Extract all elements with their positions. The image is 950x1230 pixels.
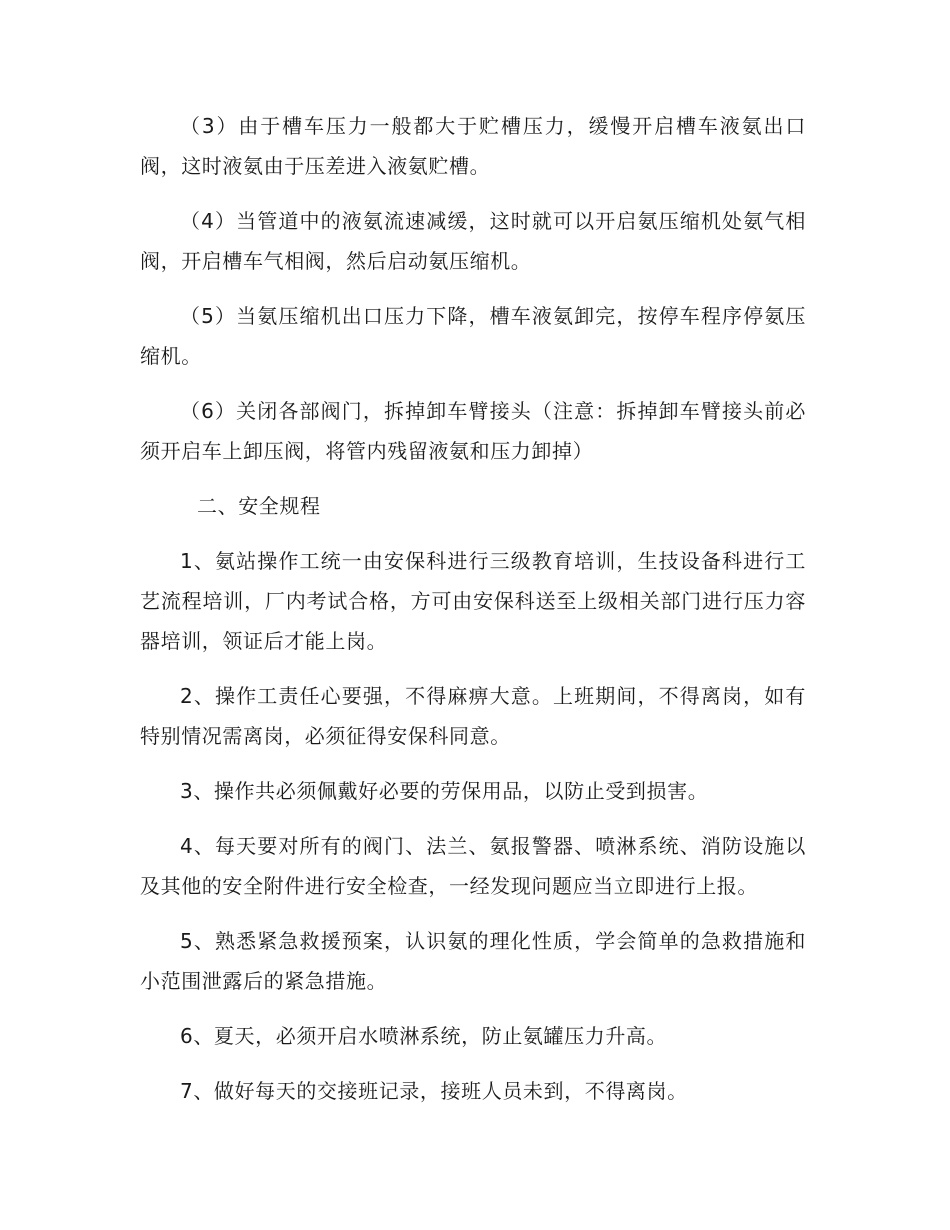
- paragraph-rule-1: 1、氨站操作工统一由安保科进行三级教育培训，生技设备科进行工艺流程培训，厂内考试合格，方可由安保科送至上级相关部门进行压力容器培训，领证后才能上岗。: [140, 549, 806, 653]
- paragraph-rule-4: 4、每天要对所有的阀门、法兰、氨报警器、喷淋系统、消防设施以及其他的安全附件进行安全检查，一经发现问题应当立即进行上报。: [140, 834, 806, 898]
- paragraph-rule-6: 6、夏天，必须开启水喷淋系统，防止氨罐压力升高。: [180, 1024, 668, 1048]
- paragraph-rule-3: 3、操作共必须佩戴好必要的劳保用品，以防止受到损害。: [180, 779, 709, 803]
- paragraph-rule-5: 5、熟悉紧急救援预案，认识氨的理化性质，学会简单的急救措施和小范围泄露后的紧急措施。: [140, 929, 806, 993]
- paragraph-rule-7: 7、做好每天的交接班记录，接班人员未到，不得离岗。: [180, 1079, 688, 1103]
- section-heading-safety-rules: 二、安全规程: [197, 494, 321, 518]
- paragraph-step-3: （3）由于槽车压力一般都大于贮槽压力，缓慢开启槽车液氨出口阀，这时液氨由于压差进入液氨贮槽。: [140, 114, 806, 178]
- paragraph-rule-2: 2、操作工责任心要强，不得麻痹大意。上班期间，不得离岗，如有特别情况需离岗，必须征得安保科同意。: [140, 684, 806, 748]
- paragraph-step-6: （6）关闭各部阀门，拆掉卸车臂接头（注意：拆掉卸车臂接头前必须开启车上卸压阀，将管内残留液氨和压力卸掉）: [140, 399, 806, 463]
- paragraph-step-4: （4）当管道中的液氨流速减缓，这时就可以开启氨压缩机处氨气相阀，开启槽车气相阀，然后启动氨压缩机。: [140, 209, 806, 273]
- paragraph-step-5: （5）当氨压缩机出口压力下降，槽车液氨卸完，按停车程序停氨压缩机。: [140, 304, 806, 368]
- document-body: [140, 106, 806, 1111]
